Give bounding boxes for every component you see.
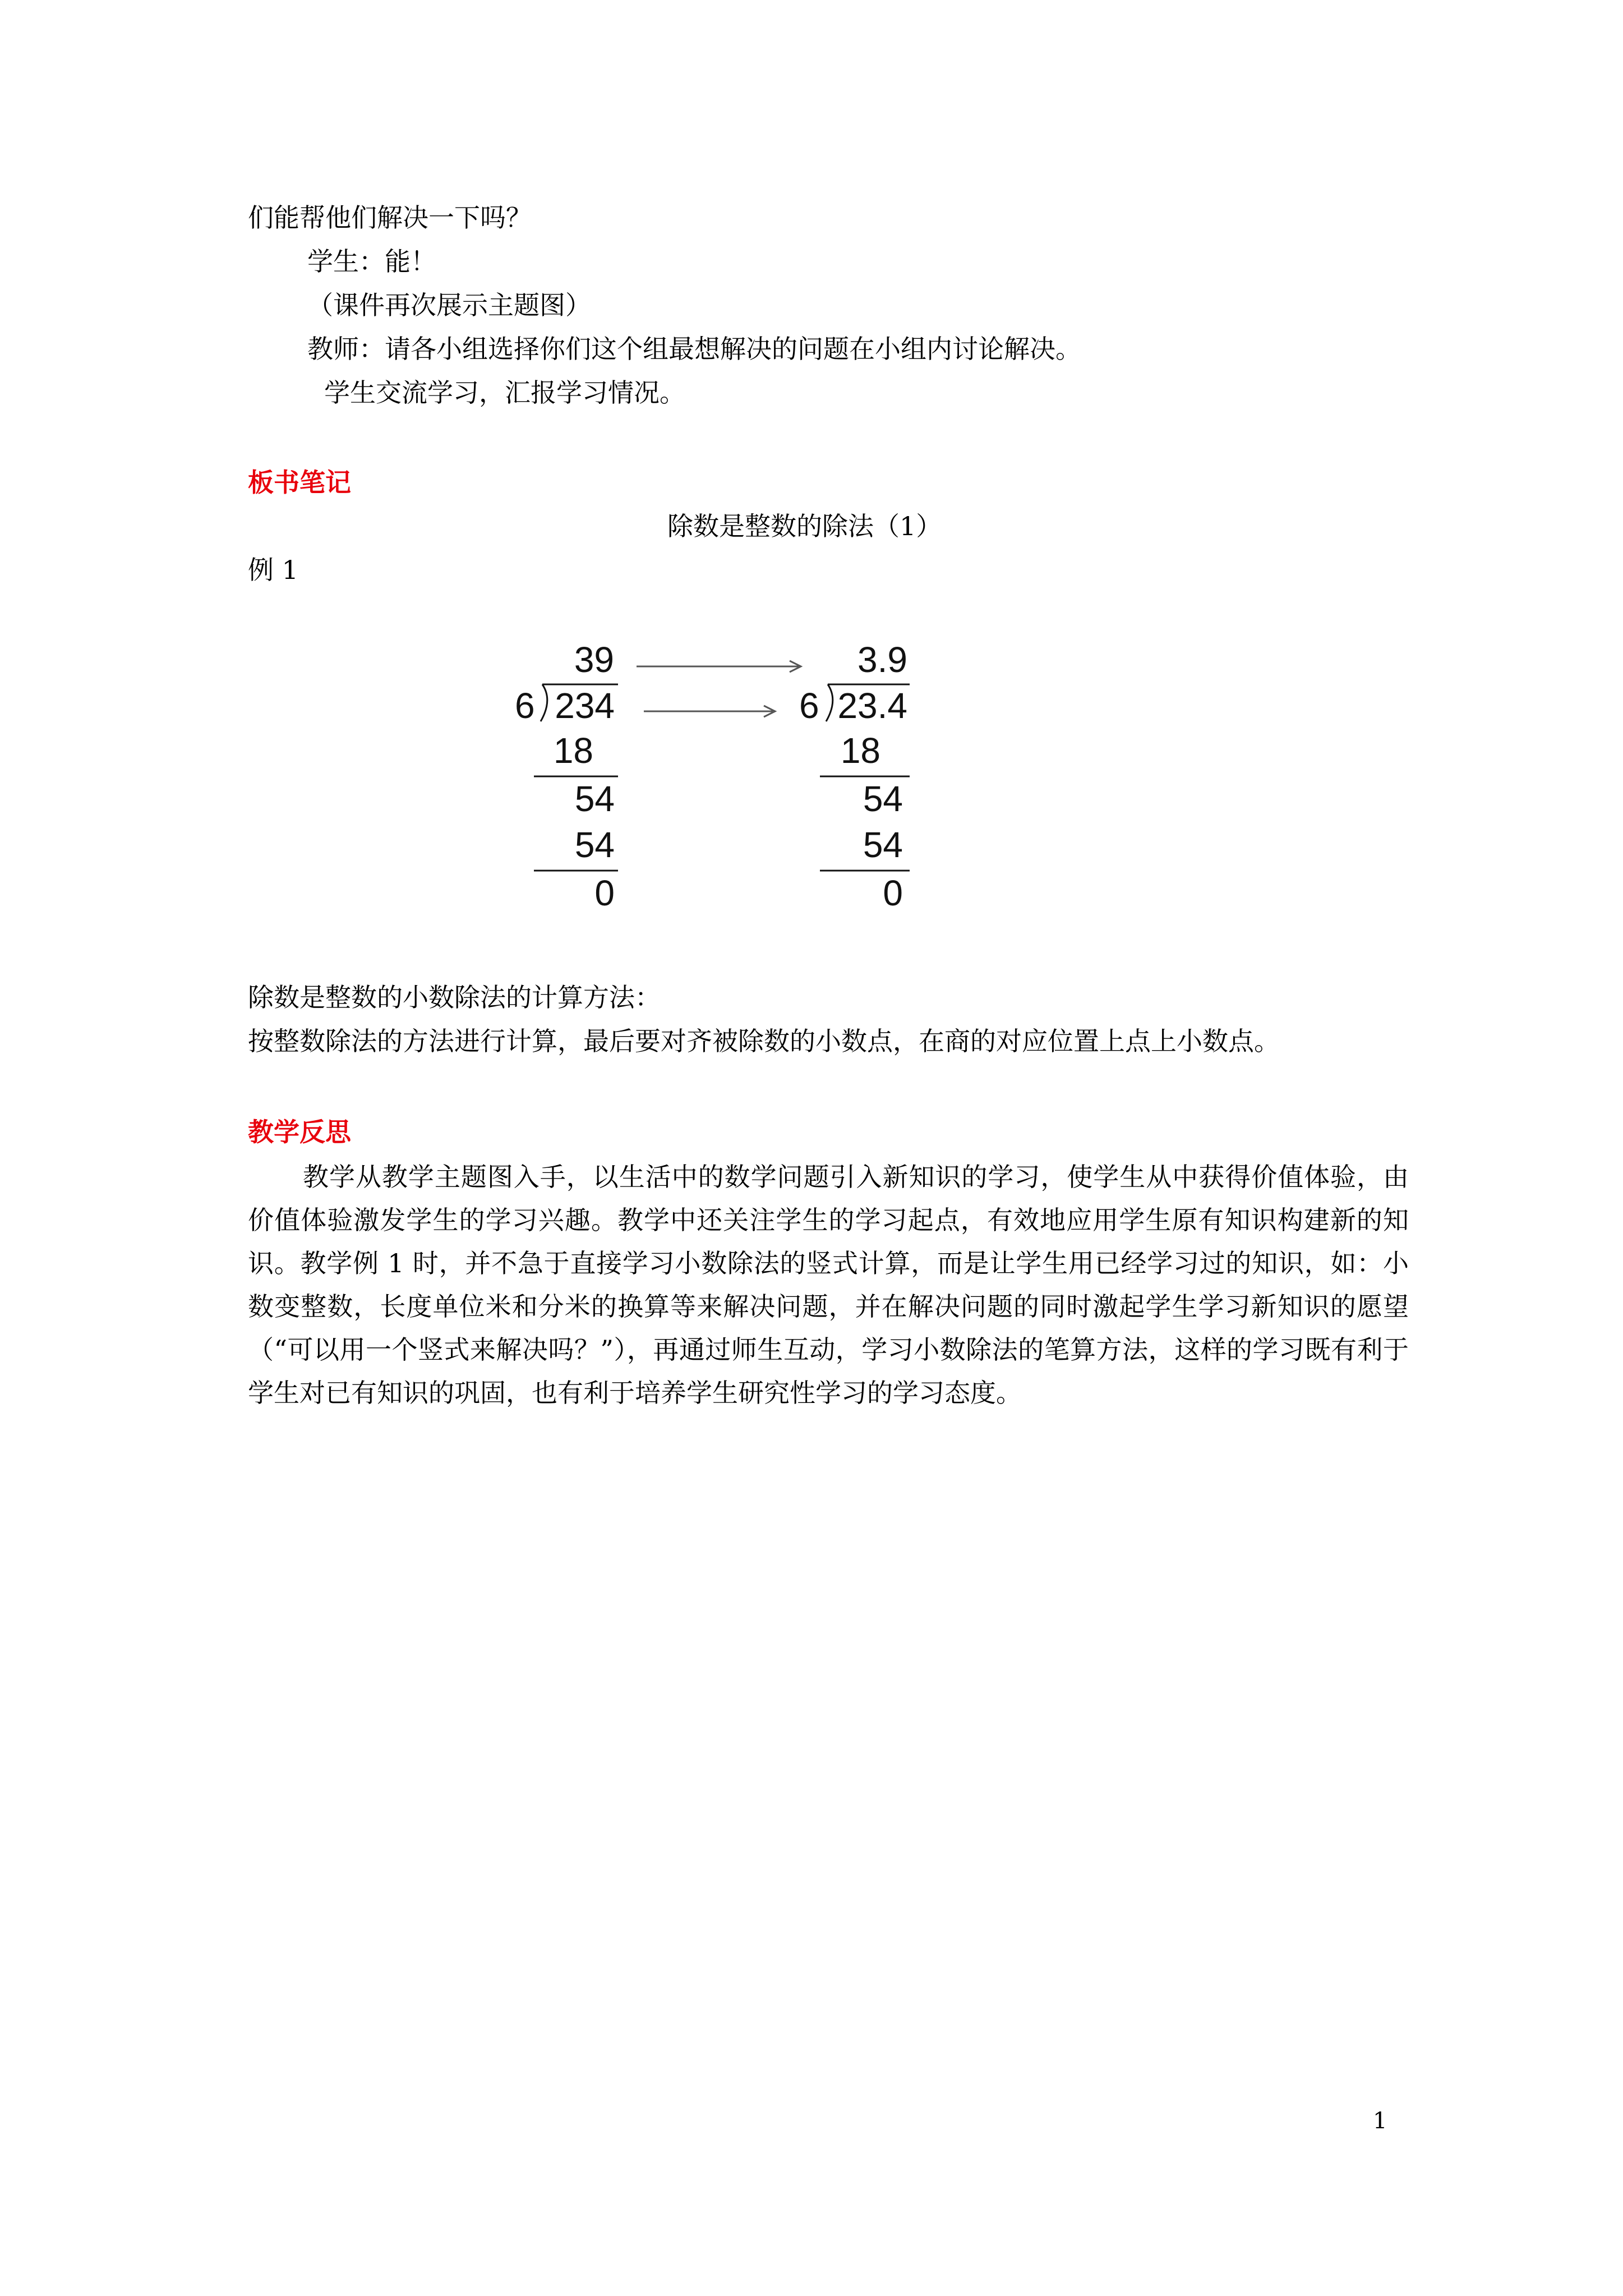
right-step-3: 54 — [863, 825, 903, 865]
left-step-2: 54 — [574, 779, 615, 819]
dialogue-line-1: 们能帮他们解决一下吗？ — [248, 203, 532, 233]
board-notes-heading: 板书笔记 — [248, 467, 351, 498]
page-number: 1 — [1373, 2108, 1387, 2134]
left-division-bracket — [541, 684, 547, 721]
right-step-2: 54 — [863, 779, 903, 819]
right-dividend: 23.4 — [837, 685, 907, 726]
dialogue-line-3: （课件再次展示主题图） — [307, 290, 591, 320]
transform-arrows — [637, 661, 801, 717]
left-step-1: 18 — [553, 730, 593, 771]
dialogue-line-2: 学生：能！ — [307, 246, 436, 277]
reflection-heading: 教学反思 — [248, 1117, 351, 1147]
method-text: 按整数除法的方法进行计算，最后要对齐被除数的小数点，在商的对应位置上点上小数点。 — [248, 1026, 1280, 1056]
right-division — [799, 639, 910, 913]
left-step-3: 54 — [574, 825, 615, 865]
method-title: 除数是整数的小数除法的计算方法： — [248, 982, 661, 1013]
left-step-4: 0 — [594, 873, 615, 913]
dialogue-line-5: 学生交流学习，汇报学习情况。 — [324, 378, 685, 408]
example-label: 例 1 — [248, 555, 298, 585]
dialogue-line-4: 教师：请各小组选择你们这个组最想解决的问题在小组内讨论解决。 — [307, 334, 1081, 364]
left-dividend: 234 — [555, 685, 615, 726]
reflection-paragraph: 教学从教学主题图入手，以生活中的数学问题引入新知识的学习，使学生从中获得价值体验，由价值体验激发学生的学习兴趣。教学中还关注学生的学习起点，有效地应用学生原有知识构建新的知识。教学例 1 时，并不急于直接学习小数除法的竖式计算，而是让学生用已经学习过的知识，如：小数变整数，长度单位米和分米的换算等来解决问题，并在解决问题的同时激起学生学习新知识的愿望（“可以用一个竖式来解决吗？”），再通过师生互动，学习小数除法的笔算方法，这样的学习既有利于学生对已有知识的巩固，也有利于培养学生研究性学习的学习态度。 — [248, 1162, 1409, 1408]
board-notes-title: 除数是整数的除法（1） — [667, 511, 942, 541]
left-quotient: 39 — [574, 639, 614, 680]
long-division-figure — [494, 628, 920, 942]
left-division — [515, 639, 618, 913]
right-step-4: 0 — [883, 873, 903, 913]
right-step-1: 18 — [840, 730, 880, 771]
right-divisor: 6 — [799, 685, 819, 726]
left-divisor: 6 — [515, 685, 535, 726]
right-quotient: 3.9 — [857, 639, 907, 680]
right-division-bracket — [826, 684, 833, 721]
